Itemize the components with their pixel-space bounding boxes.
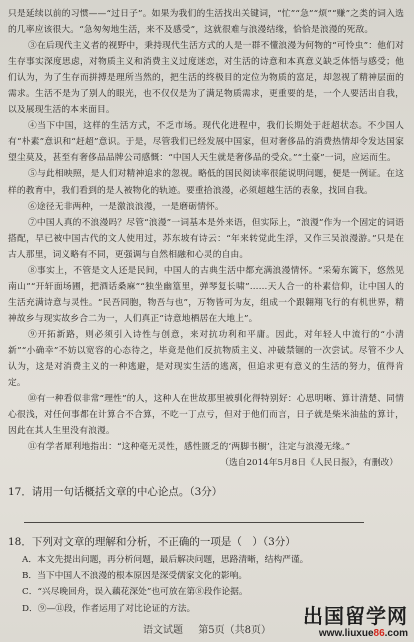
option-a: A．本文先提出问题，再分析问题，最后解决问题，思路清晰，结构严谨。 [22, 555, 309, 566]
paragraph-8: ⑧事实上，不管是文人还是民间，中国人的古典生活中都充满浪漫情怀。“采菊东篱下，悠然见南山”“开轩面场圃，把酒话桑麻”“独坐幽篁里，弹琴复长啸”……天人合一的朴素信仰，让中国人的生活充满诗意与灵性。“民吾同胞，物吾与也”，万物皆可为友，组成一个跟翱翔飞行的有机世界，精神故乡与现实故乡合二为一，人们真正“诗意地栖居在大地上”。 [8, 265, 404, 324]
paragraph-continuation: 只是延续以前的习惯——“过日子”。如果为我们的生活找出关键词，“忙”“急”“烦”“赚”之类的词入选的几率应该很大。“急匆匆地生活，来不及感受”，这就很难与浪漫结缘，恰恰是浪漫的死敌。 [8, 9, 404, 36]
option-b: B．当下中国人不浪漫的根本原因是深受儒家文化的影响。 [22, 571, 248, 582]
paragraph-7: ⑦中国人真的不浪漫吗？尽管“浪漫”一词基本是外来语，但实际上，“浪漫”作为一个固定的词语搭配，早已被中国古代的文人使用过，苏东坡有诗云：“年来转觉此生浮，又作三吴浪漫游。”只是在古人那里，词义略有不同，更强调与自然相融和心灵的自由。 [8, 217, 404, 260]
footer-page-number: 第5页（共8页） [198, 625, 271, 636]
paragraph-10: ⑩有一种看似非常“理性”的人，这种人在世故那里被驯化得特别好：心思明晰、算计清楚、同情心很浅，对任何事都在计算合不合算，不吃一丁点亏，但对于他们而言，日子就是柴米油盐的算计，因此在其人生里没有浪漫。 [8, 394, 404, 437]
source-citation: （选自2014年5月8日《人民日报》，有删改） [220, 458, 398, 469]
footer-subject: 语文试题 [143, 625, 184, 636]
question-18: 18．下列对文章的理解和分析，不正确的一项是（ ）（3分） [8, 536, 296, 549]
site-watermark [303, 606, 408, 640]
paragraph-5: ⑤与此相映照，是人们对精神追求的忽视。略低的国民阅读率很能说明问题，便是一例证。在这样的教育中，我们看到的是人被物化的轨迹。要重拾浪漫，必须超越生活的表象，找回自我。 [8, 169, 404, 196]
option-d: D．⑨—⑪段，作者运用了对比论证的方法。 [22, 603, 196, 614]
paragraph-3: ③在后现代主义者的视野中，秉持现代生活方式的人是一群不懂浪漫为何物的“可怜虫”：他们对生存事实深度思虑，对物质主义和消费主义过度迷恋，对生活的诗意和本真意义缺乏体悟与感受；他们认为，为了生存而拼搏是理所当然的，把生活的终极目的定位为物质的富足，却忽视了精神层面的需求。生活不是为了别人的眼光，也不仅仅是为了满足物质需求，更重要的是，一个人要活出自我，以及展现生活的本来面目。 [8, 41, 404, 116]
paragraph-6: ⑥途径无非两种，一是激浪浪漫，一是磨砺情怀。 [28, 201, 224, 212]
paragraph-11: ⑪有学者犀利地指出：“这种毫无灵性，感性匮乏的‘两脚书橱’，注定与浪漫无缘。” [28, 442, 351, 453]
watermark-title: 出国留学网 [303, 606, 408, 628]
paragraph-9: ⑨开拓新路，则必须引入诗性与创意，来对抗功利和平庸。因此，对年轻人中流行的“小清新”“小确幸”不妨以宽容的心态待之，毕竟是他们反抗物质主义、冲破禁锢的一次尝试。尽管不少人认为，这是对消费主义的一种逃避，是对现实生活的逃离，但追求更有意义的生活的努力，值得肯定。 [8, 329, 404, 389]
option-c: C．“兴尽晚回舟，误入藕花深处”也可放在第⑧段作论据。 [22, 587, 248, 598]
answer-line-17[interactable] [24, 522, 364, 523]
question-17: 17．请用一句话概括文章的中心论点。（3分） [8, 486, 223, 499]
watermark-url: www.liuxue86.com [318, 628, 408, 639]
paragraph-4: ④当下中国，这样的生活方式，不乏市场。现代化进程中，我们长期处于赶超状态。不少国人有“朴素”意识和“赶超”意识。于是，尽管我们已经发展中国家，但对奢侈品的消费热情却令发达国家望尘莫及，甚至有奢侈品品牌公司感慨：“中国人天生就是奢侈品的受众。”“土豪”一词，应运而生。 [8, 121, 404, 164]
